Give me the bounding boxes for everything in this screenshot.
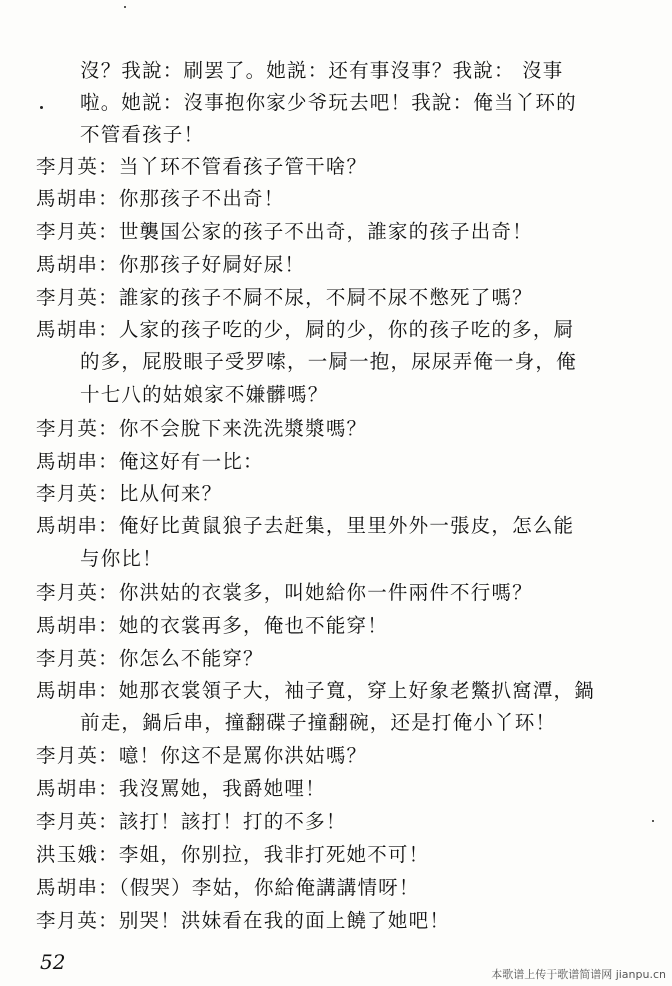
line-text: 該打！該打！打的不多！ (118, 810, 347, 833)
line-text: 你怎么不能穿？ (118, 647, 264, 670)
speaker-name: 李月英： (36, 220, 119, 243)
line-text: 你洪姑的衣裳多，叫她給你一件兩件不行嗎？ (118, 581, 533, 604)
speaker-name: 馬胡串： (36, 679, 119, 702)
dialogue-line (36, 252, 305, 278)
dialogue-line (36, 317, 574, 343)
line-text: 人家的孩子吃的少，屙的少，你的孩子吃的多，屙 (118, 318, 575, 341)
line-text: 李姐，你别拉，我非打死她不可！ (118, 843, 430, 866)
speaker-name: 馬胡串： (36, 514, 119, 537)
line-text: 比从何来？ (118, 482, 223, 505)
dialogue-line (36, 449, 264, 475)
dialogue-line (36, 809, 347, 835)
text-line (80, 349, 577, 375)
line-text: 她的衣裳再多，俺也不能穿！ (118, 614, 388, 637)
line-text: 噫！你这不是罵你洪姑嗎？ (118, 744, 368, 767)
speaker-name: 李月英： (36, 647, 119, 670)
speaker-name: 李月英： (36, 286, 119, 309)
dialogue-line (36, 416, 367, 442)
ink-speck (124, 6, 126, 8)
text-line (80, 90, 577, 116)
line-text: （假哭）李姑，你給俺講講情呀！ (118, 876, 420, 899)
dialogue-line (36, 678, 595, 704)
dialogue-line (36, 513, 574, 539)
speaker-name: 馬胡串： (36, 876, 119, 899)
text-line (80, 546, 163, 572)
speaker-name: 李月英： (36, 581, 119, 604)
speaker-name: 李月英： (36, 155, 119, 178)
dialogue-line (36, 776, 326, 802)
dialogue-line (36, 908, 450, 934)
dialogue-line (36, 842, 429, 868)
dialogue-line (36, 646, 264, 672)
dialogue-line (36, 285, 533, 311)
line-text: 誰家的孩子不屙不尿，不屙不尿不憋死了嗎？ (118, 286, 533, 309)
dialogue-line (36, 481, 222, 507)
line-text: 不管看孩子！ (80, 123, 205, 146)
line-text: 你不会脫下来洗洗漿漿嗎？ (118, 417, 368, 440)
speaker-name: 馬胡串： (36, 187, 119, 210)
speaker-name: 馬胡串： (36, 318, 119, 341)
speaker-name: 李月英： (36, 417, 119, 440)
speaker-name: 馬胡串： (36, 777, 119, 800)
line-text: 别哭！洪妹看在我的面上饒了她吧！ (118, 909, 451, 932)
line-text: 俺好比黄鼠狼子去赶集，里里外外一張皮，怎么能 (118, 514, 575, 537)
speaker-name: 李月英： (36, 744, 119, 767)
text-line (80, 710, 556, 736)
line-text: 十七八的姑娘家不嫌髒嗎？ (80, 383, 329, 406)
line-text: 你那孩子好屙好尿！ (118, 253, 306, 276)
speaker-name: 馬胡串： (36, 614, 119, 637)
watermark-text: 本歌谱上传于歌谱简谱网 jianpu.cn (491, 968, 666, 981)
dialogue-line (36, 743, 367, 769)
line-text: 沒？我說：刷罢了。她説：还有事沒事？我說： 沒事 (80, 59, 564, 82)
line-text: 啦。她説：沒事抱你家少爷玩去吧！我說：俺当丫环的 (80, 91, 577, 114)
line-text: 当丫环不管看孩子管干啥？ (118, 155, 368, 178)
text-line (80, 58, 564, 84)
speaker-name: 馬胡串： (36, 253, 119, 276)
dialogue-line (36, 613, 388, 639)
speaker-name: 李月英： (36, 482, 119, 505)
dialogue-line (36, 186, 284, 212)
line-text: 她那衣裳領子大，袖子寬，穿上好象老鱉扒窩潭，鍋 (118, 679, 595, 702)
ink-speck (652, 820, 654, 822)
speaker-name: 李月英： (36, 909, 119, 932)
dialogue-line (36, 219, 533, 245)
dialogue-line (36, 580, 533, 606)
dialogue-line (36, 154, 367, 180)
speaker-name: 李月英： (36, 810, 119, 833)
line-text: 你那孩子不出奇！ (118, 187, 285, 210)
speaker-name: 馬胡串： (36, 450, 119, 473)
text-line (80, 122, 204, 148)
text-line (80, 382, 328, 408)
line-text: 世襲国公家的孩子不出奇，誰家的孩子出奇！ (118, 220, 533, 243)
ink-speck (40, 106, 43, 109)
line-text: 与你比！ (80, 547, 163, 570)
line-text: 的多，屁股眼子受罗嗦，一屙一抱，尿尿弄俺一身，俺 (80, 350, 577, 373)
speaker-name: 洪玉娥： (36, 843, 119, 866)
line-text: 俺这好有一比： (118, 450, 264, 473)
dialogue-line (36, 875, 420, 901)
page-number: 52 (40, 950, 66, 974)
line-text: 前走，鍋后串，撞翻碟子撞翻碗，还是打俺小丫环！ (80, 711, 557, 734)
line-text: 我沒罵她，我爵她哩！ (118, 777, 326, 800)
